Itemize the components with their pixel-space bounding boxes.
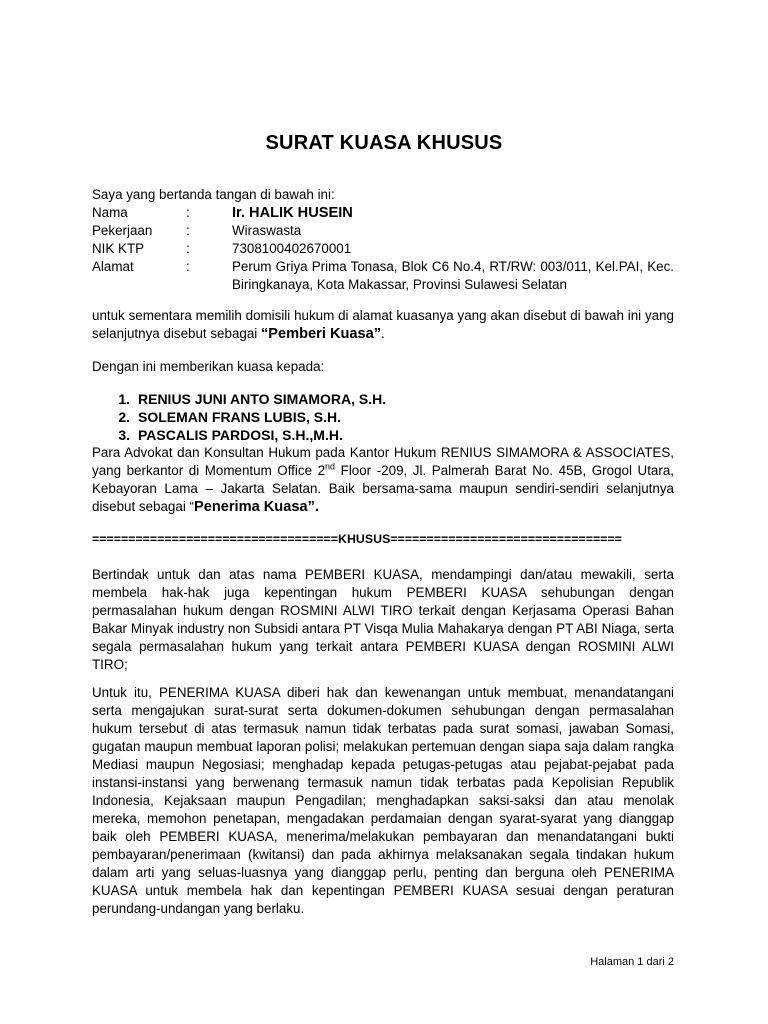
alamat-label: Alamat — [92, 259, 134, 274]
pekerjaan-value: Wiraswasta — [232, 223, 302, 238]
firm-text-b: Floor -209, Jl. Palmerah Barat No. 45B, Grogol Utara, Kebayoran Lama – Jakarta Selatan. Baik bersama-sama maupun sendiri-sendiri selanjutnya disebut sebagai “ — [92, 463, 674, 514]
advocate-name: SOLEMAN FRANS LUBIS, S.H. — [138, 409, 342, 425]
nama-value: Ir. HALIK HUSEIN — [232, 205, 353, 221]
document-title: SURAT KUASA KHUSUS — [265, 132, 503, 154]
page-number: Halaman 1 dari 2 — [590, 956, 674, 968]
identity-row-pekerjaan — [92, 222, 674, 240]
colon: : — [186, 205, 190, 220]
identity-row-alamat — [92, 258, 674, 294]
alamat-value: Perum Griya Prima Tonasa, Blok C6 No.4, RT/RW: 003/011, Kel.PAI, Kec. Biringkanaya, Kota Makassar, Provinsi Sulawesi Selatan — [232, 259, 674, 292]
firm-text-a: Para Advokat dan Konsultan Hukum pada Kantor Hukum RENIUS SIMAMORA & ASSOCIATES, yang berkantor di Momentum Office 2 — [92, 445, 674, 478]
list-item — [92, 390, 674, 408]
identity-row-nama — [92, 204, 674, 222]
paragraph-bertindak: Bertindak untuk dan atas nama PEMBERI KUASA, mendampingi dan/atau mewakili, serta membela hak-hak juga kepentingan hukum PEMBERI KUASA sehubungan dengan permasalahan hukum dengan ROSMINI ALWI TIRO terkait dengan Kerjasama Operasi Bahan Bakar Minyak industry non Subsidi antara PT Visqa Mulia Mahakarya dengan PT ABI Niaga, serta segala permasalahan hukum yang terkait antara PEMBERI KUASA dengan ROSMINI ALWI TIRO; — [92, 567, 674, 672]
intro-line: Saya yang bertanda tangan di bawah ini: — [92, 187, 335, 202]
penerima-kuasa-term: Penerima Kuasa”. — [194, 499, 319, 515]
pekerjaan-label: Pekerjaan — [92, 223, 153, 238]
list-number: 2. — [118, 409, 130, 425]
list-item — [92, 408, 674, 426]
advocate-name: RENIUS JUNI ANTO SIMAMORA, S.H. — [138, 391, 387, 407]
pemberi-kuasa-term: “Pemberi Kuasa” — [261, 326, 382, 342]
khusus-separator: ==================================KHUSUS================================ — [92, 532, 622, 546]
domicile-paragraph — [92, 307, 674, 343]
nama-label: Nama — [92, 205, 128, 220]
advocate-list — [92, 390, 674, 444]
domicile-end: . — [381, 326, 385, 341]
identity-table — [92, 204, 674, 294]
domicile-text: untuk sementara memilih domisili hukum di alamat kuasanya yang akan disebut di bawah ini yang selanjutnya disebut sebagai — [92, 308, 674, 341]
list-item — [92, 426, 674, 444]
ordinal-suffix: nd — [325, 461, 336, 472]
nik-value: 7308100402670001 — [232, 241, 352, 256]
identity-row-nik — [92, 240, 674, 258]
grant-line: Dengan ini memberikan kuasa kepada: — [92, 359, 325, 374]
nik-label: NIK KTP — [92, 241, 145, 256]
firm-paragraph — [92, 444, 674, 516]
colon: : — [186, 241, 190, 256]
colon: : — [186, 223, 190, 238]
list-number: 1. — [118, 391, 130, 407]
list-number: 3. — [118, 427, 130, 443]
advocate-name: PASCALIS PARDOSI, S.H.,M.H. — [138, 427, 343, 443]
paragraph-untuk-itu: Untuk itu, PENERIMA KUASA diberi hak dan kewenangan untuk membuat, menandatangani serta mengajukan surat-surat serta dokumen-dokumen sehubungan dengan permasalahan hukum tersebut di atas termasuk namun tidak terbatas pada surat somasi, jawaban Somasi, gugatan maupun membuat laporan polisi; melakukan pertemuan dengan siapa saja dalam rangka Mediasi maupun Negosiasi; menghadap kepada petugas-petugas atau pejabat-pejabat pada instansi-instansi yang berwenang termasuk namun tidak terbatas pada Kepolisian Republik Indonesia, Kejaksaan maupun Pengadilan; menghadapkan saksi-saksi dan atau menolak mereka, memohon penetapan, mengadakan perdamaian dengan syarat-syarat yang dianggap baik oleh PEMBERI KUASA, menerima/melakukan pembayaran dan menandatangani bukti pembayaran/penerimaan (kwitansi) dan pada akhirnya melaksanakan segala tindakan hukum dalam arti yang seluas-luasnya yang dianggap perlu, penting dan berguna oleh PENERIMA KUASA untuk membela hak dan kepentingan PEMBERI KUASA sesuai dengan peraturan perundang-undangan yang berlaku. — [92, 685, 674, 916]
colon: : — [186, 259, 190, 274]
